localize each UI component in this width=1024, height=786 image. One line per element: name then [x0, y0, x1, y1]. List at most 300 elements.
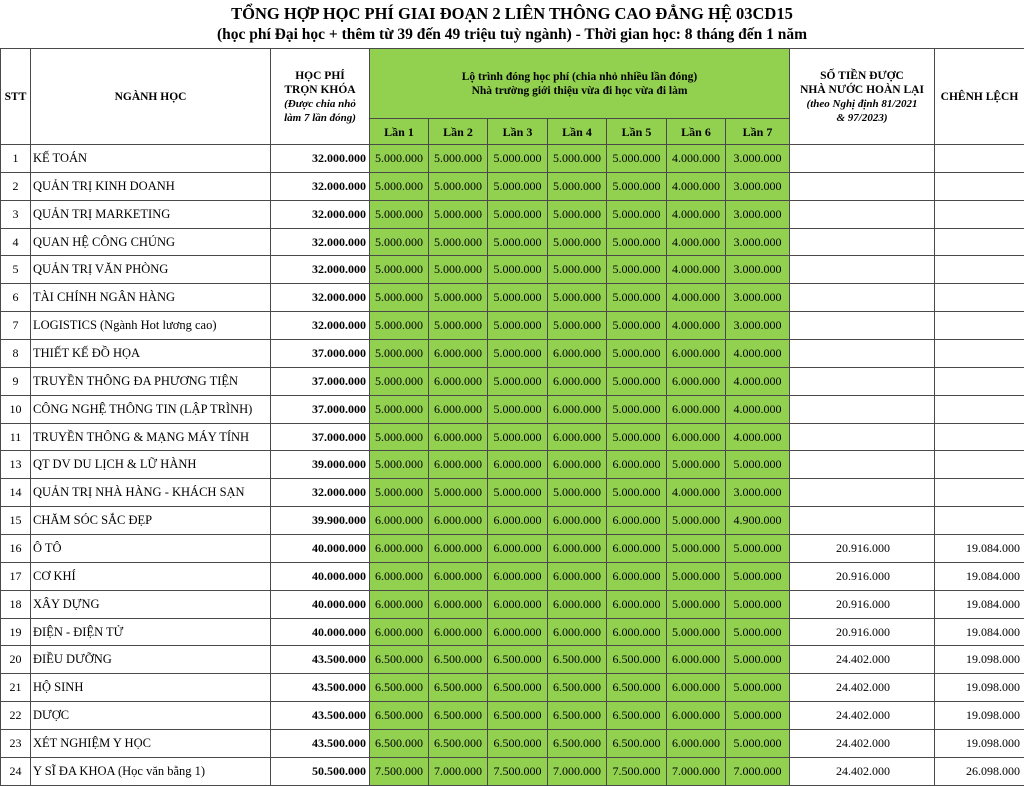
row-refund [790, 228, 935, 256]
row-installment-3: 5.000.000 [488, 395, 548, 423]
row-installment-5: 5.000.000 [607, 395, 667, 423]
row-installment-5: 6.000.000 [607, 535, 667, 563]
row-installment-4: 5.000.000 [548, 312, 607, 340]
row-installment-6: 7.000.000 [667, 757, 726, 785]
row-difference [935, 200, 1024, 228]
row-installment-7: 5.000.000 [726, 618, 790, 646]
row-major: THIẾT KẾ ĐỒ HỌA [31, 340, 271, 368]
row-major: TRUYỀN THÔNG & MẠNG MÁY TÍNH [31, 423, 271, 451]
row-stt: 21 [1, 674, 31, 702]
row-installment-1: 5.000.000 [370, 256, 429, 284]
row-installment-2: 6.000.000 [429, 562, 488, 590]
row-installment-4: 6.000.000 [548, 507, 607, 535]
row-installment-2: 6.000.000 [429, 340, 488, 368]
row-major: ĐIỀU DƯỠNG [31, 646, 271, 674]
row-installment-3: 5.000.000 [488, 312, 548, 340]
row-installment-1: 5.000.000 [370, 284, 429, 312]
row-installment-1: 5.000.000 [370, 340, 429, 368]
row-installment-5: 6.000.000 [607, 562, 667, 590]
row-major: QUAN HỆ CÔNG CHÚNG [31, 228, 271, 256]
row-installment-3: 6.000.000 [488, 535, 548, 563]
table-row [1, 562, 1024, 590]
row-stt: 23 [1, 730, 31, 758]
row-stt: 8 [1, 340, 31, 368]
row-stt: 9 [1, 367, 31, 395]
row-installment-3: 5.000.000 [488, 256, 548, 284]
row-total-fee: 32.000.000 [271, 228, 370, 256]
row-major: XÂY DỰNG [31, 590, 271, 618]
row-installment-7: 5.000.000 [726, 562, 790, 590]
row-major: CƠ KHÍ [31, 562, 271, 590]
row-installment-3: 6.000.000 [488, 590, 548, 618]
row-total-fee: 32.000.000 [271, 200, 370, 228]
row-total-fee: 32.000.000 [271, 479, 370, 507]
row-installment-5: 5.000.000 [607, 256, 667, 284]
row-installment-3: 5.000.000 [488, 172, 548, 200]
table-row [1, 646, 1024, 674]
row-installment-3: 6.000.000 [488, 507, 548, 535]
row-installment-2: 6.000.000 [429, 451, 488, 479]
row-installment-6: 4.000.000 [667, 200, 726, 228]
row-installment-2: 6.000.000 [429, 590, 488, 618]
row-installment-6: 6.000.000 [667, 367, 726, 395]
table-row [1, 312, 1024, 340]
row-installment-5: 5.000.000 [607, 340, 667, 368]
row-installment-1: 5.000.000 [370, 145, 429, 173]
row-installment-4: 6.000.000 [548, 535, 607, 563]
table-row [1, 451, 1024, 479]
row-installment-2: 5.000.000 [429, 228, 488, 256]
row-refund [790, 507, 935, 535]
row-total-fee: 32.000.000 [271, 145, 370, 173]
row-installment-4: 5.000.000 [548, 256, 607, 284]
row-refund [790, 367, 935, 395]
table-row [1, 618, 1024, 646]
row-installment-3: 5.000.000 [488, 200, 548, 228]
row-installment-5: 6.500.000 [607, 730, 667, 758]
row-total-fee: 32.000.000 [271, 256, 370, 284]
row-installment-6: 6.000.000 [667, 674, 726, 702]
header-installment-7: Lần 7 [726, 119, 790, 145]
row-installment-2: 6.500.000 [429, 730, 488, 758]
row-difference [935, 423, 1024, 451]
row-major: QT DV DU LỊCH & LỮ HÀNH [31, 451, 271, 479]
row-installment-7: 3.000.000 [726, 284, 790, 312]
row-difference [935, 367, 1024, 395]
row-stt: 19 [1, 618, 31, 646]
table-row [1, 507, 1024, 535]
row-major: QUẢN TRỊ KINH DOANH [31, 172, 271, 200]
row-installment-7: 4.900.000 [726, 507, 790, 535]
row-installment-1: 6.500.000 [370, 674, 429, 702]
row-installment-5: 5.000.000 [607, 284, 667, 312]
row-installment-3: 5.000.000 [488, 228, 548, 256]
row-refund: 20.916.000 [790, 618, 935, 646]
row-installment-6: 6.000.000 [667, 340, 726, 368]
row-refund [790, 395, 935, 423]
row-major: HỘ SINH [31, 674, 271, 702]
page-subtitle: (học phí Đại học + thêm từ 39 đến 49 triệu tuỳ ngành) - Thời gian học: 8 tháng đến 1 năm [0, 26, 1024, 44]
row-installment-1: 5.000.000 [370, 312, 429, 340]
row-installment-7: 4.000.000 [726, 395, 790, 423]
row-installment-2: 5.000.000 [429, 172, 488, 200]
row-installment-1: 6.000.000 [370, 618, 429, 646]
row-installment-2: 6.500.000 [429, 674, 488, 702]
header-installment-3: Lần 3 [488, 119, 548, 145]
row-installment-7: 5.000.000 [726, 590, 790, 618]
row-refund: 20.916.000 [790, 590, 935, 618]
row-refund [790, 423, 935, 451]
row-installment-3: 5.000.000 [488, 284, 548, 312]
row-stt: 1 [1, 145, 31, 173]
row-refund: 24.402.000 [790, 674, 935, 702]
header-stt: STT [1, 49, 31, 145]
row-installment-7: 5.000.000 [726, 730, 790, 758]
row-total-fee: 37.000.000 [271, 395, 370, 423]
row-installment-6: 5.000.000 [667, 507, 726, 535]
row-installment-3: 5.000.000 [488, 367, 548, 395]
row-installment-7: 5.000.000 [726, 451, 790, 479]
row-major: LOGISTICS (Ngành Hot lương cao) [31, 312, 271, 340]
row-installment-4: 6.000.000 [548, 395, 607, 423]
row-installment-5: 6.500.000 [607, 646, 667, 674]
row-total-fee: 40.000.000 [271, 618, 370, 646]
table-row [1, 172, 1024, 200]
row-installment-6: 6.000.000 [667, 395, 726, 423]
row-installment-2: 6.000.000 [429, 507, 488, 535]
row-stt: 15 [1, 507, 31, 535]
table-row [1, 702, 1024, 730]
row-total-fee: 37.000.000 [271, 423, 370, 451]
row-stt: 17 [1, 562, 31, 590]
row-installment-6: 5.000.000 [667, 562, 726, 590]
row-installment-4: 6.000.000 [548, 340, 607, 368]
row-installment-2: 6.500.000 [429, 702, 488, 730]
row-installment-3: 7.500.000 [488, 757, 548, 785]
row-refund [790, 340, 935, 368]
row-installment-7: 3.000.000 [726, 200, 790, 228]
row-refund [790, 479, 935, 507]
row-difference: 19.084.000 [935, 618, 1024, 646]
row-installment-4: 5.000.000 [548, 145, 607, 173]
row-installment-6: 5.000.000 [667, 451, 726, 479]
row-major: TRUYỀN THÔNG ĐA PHƯƠNG TIỆN [31, 367, 271, 395]
row-difference [935, 256, 1024, 284]
row-installment-3: 6.500.000 [488, 702, 548, 730]
table-row [1, 423, 1024, 451]
row-total-fee: 43.500.000 [271, 730, 370, 758]
row-major: DƯỢC [31, 702, 271, 730]
table-row [1, 340, 1024, 368]
row-difference [935, 479, 1024, 507]
row-total-fee: 40.000.000 [271, 535, 370, 563]
row-total-fee: 32.000.000 [271, 172, 370, 200]
row-difference: 26.098.000 [935, 757, 1024, 785]
row-installment-7: 3.000.000 [726, 145, 790, 173]
row-installment-4: 6.500.000 [548, 702, 607, 730]
header-refund: SỐ TIỀN ĐƯỢC NHÀ NƯỚC HOÀN LẠI (theo Nghị định 81/2021 & 97/2023) [790, 49, 935, 145]
row-installment-1: 5.000.000 [370, 367, 429, 395]
header-major: NGÀNH HỌC [31, 49, 271, 145]
row-installment-5: 5.000.000 [607, 479, 667, 507]
row-installment-3: 6.000.000 [488, 562, 548, 590]
table-row [1, 145, 1024, 173]
row-major: QUẢN TRỊ NHÀ HÀNG - KHÁCH SẠN [31, 479, 271, 507]
row-stt: 18 [1, 590, 31, 618]
header-installment-1: Lần 1 [370, 119, 429, 145]
row-installment-6: 4.000.000 [667, 256, 726, 284]
row-refund: 24.402.000 [790, 646, 935, 674]
row-installment-7: 4.000.000 [726, 340, 790, 368]
row-major: QUẢN TRỊ MARKETING [31, 200, 271, 228]
row-installment-4: 7.000.000 [548, 757, 607, 785]
row-installment-5: 7.500.000 [607, 757, 667, 785]
row-installment-1: 6.500.000 [370, 702, 429, 730]
row-installment-3: 6.500.000 [488, 674, 548, 702]
row-installment-2: 5.000.000 [429, 284, 488, 312]
row-installment-5: 5.000.000 [607, 312, 667, 340]
row-installment-3: 5.000.000 [488, 423, 548, 451]
row-total-fee: 43.500.000 [271, 646, 370, 674]
row-difference [935, 145, 1024, 173]
row-refund [790, 451, 935, 479]
row-stt: 4 [1, 228, 31, 256]
row-installment-4: 5.000.000 [548, 200, 607, 228]
row-installment-1: 5.000.000 [370, 479, 429, 507]
row-installment-7: 3.000.000 [726, 312, 790, 340]
row-total-fee: 32.000.000 [271, 284, 370, 312]
row-stt: 11 [1, 423, 31, 451]
row-installment-5: 6.000.000 [607, 590, 667, 618]
header-installment-6: Lần 6 [667, 119, 726, 145]
row-installment-1: 6.500.000 [370, 646, 429, 674]
row-installment-6: 4.000.000 [667, 312, 726, 340]
row-installment-7: 5.000.000 [726, 646, 790, 674]
row-installment-6: 5.000.000 [667, 590, 726, 618]
row-installment-4: 5.000.000 [548, 479, 607, 507]
row-difference [935, 340, 1024, 368]
row-installment-2: 7.000.000 [429, 757, 488, 785]
row-installment-5: 5.000.000 [607, 200, 667, 228]
row-refund [790, 312, 935, 340]
row-installment-2: 6.000.000 [429, 367, 488, 395]
row-difference: 19.084.000 [935, 535, 1024, 563]
row-difference [935, 507, 1024, 535]
row-stt: 22 [1, 702, 31, 730]
row-difference [935, 284, 1024, 312]
row-installment-4: 6.500.000 [548, 730, 607, 758]
table-row [1, 395, 1024, 423]
table-row [1, 535, 1024, 563]
row-stt: 6 [1, 284, 31, 312]
row-installment-6: 6.000.000 [667, 702, 726, 730]
table-row [1, 757, 1024, 785]
row-refund: 20.916.000 [790, 535, 935, 563]
row-total-fee: 39.900.000 [271, 507, 370, 535]
row-major: ĐIỆN - ĐIỆN TỬ [31, 618, 271, 646]
row-installment-1: 6.000.000 [370, 507, 429, 535]
row-major: XÉT NGHIỆM Y HỌC [31, 730, 271, 758]
row-installment-2: 6.000.000 [429, 618, 488, 646]
header-installment-2: Lần 2 [429, 119, 488, 145]
row-total-fee: 37.000.000 [271, 340, 370, 368]
row-difference [935, 312, 1024, 340]
row-total-fee: 40.000.000 [271, 590, 370, 618]
row-installment-4: 6.000.000 [548, 367, 607, 395]
table-row [1, 256, 1024, 284]
row-difference: 19.084.000 [935, 562, 1024, 590]
page-title: TỔNG HỢP HỌC PHÍ GIAI ĐOẠN 2 LIÊN THÔNG CAO ĐẲNG HỆ 03CD15 [0, 4, 1024, 24]
row-installment-4: 6.500.000 [548, 646, 607, 674]
row-refund [790, 256, 935, 284]
row-installment-4: 5.000.000 [548, 228, 607, 256]
row-major: CÔNG NGHỆ THÔNG TIN (LẬP TRÌNH) [31, 395, 271, 423]
row-total-fee: 43.500.000 [271, 674, 370, 702]
row-installment-1: 5.000.000 [370, 451, 429, 479]
table-row [1, 284, 1024, 312]
row-installment-5: 6.500.000 [607, 702, 667, 730]
row-difference [935, 451, 1024, 479]
table-row [1, 200, 1024, 228]
table-body [1, 145, 1024, 786]
row-installment-3: 6.000.000 [488, 618, 548, 646]
row-total-fee: 40.000.000 [271, 562, 370, 590]
row-installment-7: 4.000.000 [726, 367, 790, 395]
row-installment-6: 4.000.000 [667, 172, 726, 200]
row-major: KẾ TOÁN [31, 145, 271, 173]
tuition-table [0, 48, 1024, 786]
header-installment-5: Lần 5 [607, 119, 667, 145]
row-major: Ô TÔ [31, 535, 271, 563]
row-installment-5: 6.500.000 [607, 674, 667, 702]
row-installment-6: 6.000.000 [667, 730, 726, 758]
row-installment-1: 6.000.000 [370, 562, 429, 590]
row-installment-4: 5.000.000 [548, 284, 607, 312]
row-refund: 24.402.000 [790, 730, 935, 758]
row-installment-3: 5.000.000 [488, 145, 548, 173]
row-refund [790, 145, 935, 173]
row-stt: 2 [1, 172, 31, 200]
table-row [1, 590, 1024, 618]
row-installment-5: 5.000.000 [607, 228, 667, 256]
row-installment-3: 6.500.000 [488, 646, 548, 674]
row-installment-2: 5.000.000 [429, 256, 488, 284]
row-installment-4: 5.000.000 [548, 172, 607, 200]
row-installment-3: 6.000.000 [488, 451, 548, 479]
row-installment-7: 4.000.000 [726, 423, 790, 451]
row-major: TÀI CHÍNH NGÂN HÀNG [31, 284, 271, 312]
row-installment-7: 3.000.000 [726, 256, 790, 284]
row-installment-3: 5.000.000 [488, 340, 548, 368]
row-installment-6: 4.000.000 [667, 479, 726, 507]
row-installment-7: 5.000.000 [726, 535, 790, 563]
row-installment-1: 5.000.000 [370, 172, 429, 200]
row-installment-5: 5.000.000 [607, 172, 667, 200]
row-stt: 5 [1, 256, 31, 284]
row-installment-1: 6.000.000 [370, 590, 429, 618]
row-installment-3: 5.000.000 [488, 479, 548, 507]
row-total-fee: 50.500.000 [271, 757, 370, 785]
row-installment-6: 4.000.000 [667, 145, 726, 173]
row-stt: 7 [1, 312, 31, 340]
row-installment-4: 6.000.000 [548, 618, 607, 646]
table-row [1, 674, 1024, 702]
row-installment-4: 6.000.000 [548, 451, 607, 479]
row-installment-1: 5.000.000 [370, 228, 429, 256]
row-stt: 16 [1, 535, 31, 563]
row-refund [790, 284, 935, 312]
row-refund: 24.402.000 [790, 757, 935, 785]
row-total-fee: 39.000.000 [271, 451, 370, 479]
row-refund [790, 172, 935, 200]
row-installment-2: 6.000.000 [429, 423, 488, 451]
row-installment-5: 6.000.000 [607, 507, 667, 535]
row-refund: 20.916.000 [790, 562, 935, 590]
header-fee: HỌC PHÍ TRỌN KHÓA (Được chia nhỏ làm 7 lần đóng) [271, 49, 370, 145]
row-installment-4: 6.000.000 [548, 423, 607, 451]
row-installment-2: 5.000.000 [429, 479, 488, 507]
row-installment-4: 6.000.000 [548, 562, 607, 590]
row-major: CHĂM SÓC SẮC ĐẸP [31, 507, 271, 535]
row-installment-4: 6.000.000 [548, 590, 607, 618]
row-installment-2: 5.000.000 [429, 145, 488, 173]
row-installment-7: 3.000.000 [726, 479, 790, 507]
row-installment-1: 6.000.000 [370, 535, 429, 563]
row-installment-1: 5.000.000 [370, 423, 429, 451]
row-installment-5: 5.000.000 [607, 423, 667, 451]
row-installment-6: 6.000.000 [667, 423, 726, 451]
row-installment-1: 5.000.000 [370, 395, 429, 423]
row-installment-7: 5.000.000 [726, 674, 790, 702]
row-installment-2: 5.000.000 [429, 200, 488, 228]
row-stt: 13 [1, 451, 31, 479]
row-total-fee: 43.500.000 [271, 702, 370, 730]
row-difference [935, 395, 1024, 423]
row-difference: 19.098.000 [935, 702, 1024, 730]
table-header [1, 49, 1024, 145]
table-row [1, 228, 1024, 256]
row-difference [935, 172, 1024, 200]
row-major: QUẢN TRỊ VĂN PHÒNG [31, 256, 271, 284]
row-installment-1: 6.500.000 [370, 730, 429, 758]
row-installment-7: 3.000.000 [726, 228, 790, 256]
row-major: Y SĨ ĐA KHOA (Học văn bằng 1) [31, 757, 271, 785]
row-installment-7: 7.000.000 [726, 757, 790, 785]
table-row [1, 479, 1024, 507]
row-difference: 19.098.000 [935, 646, 1024, 674]
header-diff: CHÊNH LỆCH [935, 49, 1024, 145]
row-installment-2: 6.000.000 [429, 535, 488, 563]
row-installment-6: 5.000.000 [667, 535, 726, 563]
row-installment-2: 6.500.000 [429, 646, 488, 674]
header-installment-4: Lần 4 [548, 119, 607, 145]
row-installment-5: 5.000.000 [607, 145, 667, 173]
row-installment-6: 5.000.000 [667, 618, 726, 646]
row-difference: 19.098.000 [935, 674, 1024, 702]
row-installment-6: 6.000.000 [667, 646, 726, 674]
row-difference: 19.098.000 [935, 730, 1024, 758]
row-installment-5: 6.000.000 [607, 451, 667, 479]
row-stt: 14 [1, 479, 31, 507]
row-installment-1: 5.000.000 [370, 200, 429, 228]
row-installment-3: 6.500.000 [488, 730, 548, 758]
row-installment-2: 5.000.000 [429, 312, 488, 340]
row-difference: 19.084.000 [935, 590, 1024, 618]
row-installment-1: 7.500.000 [370, 757, 429, 785]
table-row [1, 730, 1024, 758]
row-stt: 3 [1, 200, 31, 228]
row-installment-2: 6.000.000 [429, 395, 488, 423]
